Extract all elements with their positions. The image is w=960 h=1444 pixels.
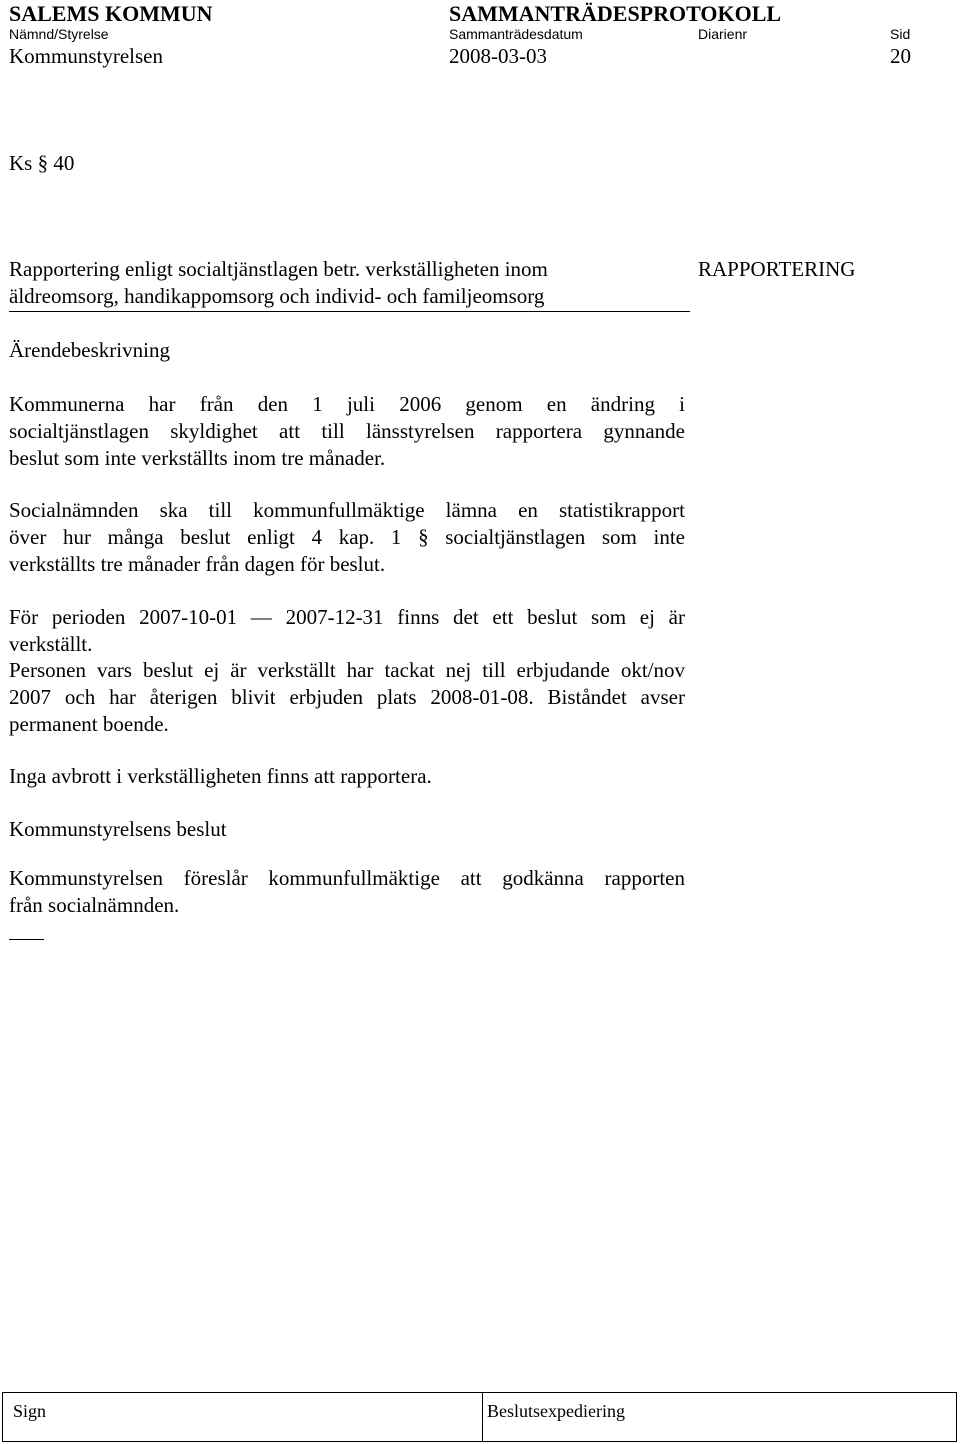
decision-heading: Kommunstyrelsens beslut — [9, 817, 227, 841]
text-line: För perioden 2007-10-01 — 2007-12-31 finns det ett beslut som ej är — [9, 605, 685, 629]
board-label: Nämnd/Styrelse — [9, 26, 109, 42]
end-mark-rule — [9, 939, 44, 940]
date-label: Sammanträdesdatum — [449, 26, 583, 42]
paragraph-number: Ks § 40 — [9, 151, 75, 175]
date-value: 2008-03-03 — [449, 44, 547, 68]
text-line: beslut som inte verkställts inom tre månader. — [9, 446, 386, 470]
text-line: verkställt. — [9, 632, 93, 656]
description-heading: Ärendebeskrivning — [9, 338, 170, 362]
text-line: Kommunstyrelsen föreslår kommunfullmäktige att godkänna rapporten — [9, 866, 685, 890]
text-line: verkställts tre månader från dagen för beslut. — [9, 552, 386, 576]
subject-line-2: äldreomsorg, handikappomsorg och individ- och familjeomsorg — [9, 284, 545, 308]
text-line: 2007 och har återigen blivit erbjuden plats 2008-01-08. Biståndet avser — [9, 685, 685, 709]
dispatch-label: Beslutsexpediering — [487, 1401, 625, 1421]
footer-signature-box — [2, 1392, 957, 1442]
board-value: Kommunstyrelsen — [9, 44, 163, 68]
subject-line-1: Rapportering enligt socialtjänstlagen betr. verkställigheten inom — [9, 257, 548, 281]
text-line: över hur många beslut enligt 4 kap. 1 § socialtjänstlagen som inte — [9, 525, 685, 549]
text-line: Personen vars beslut ej är verkställt har tackat nej till erbjudande okt/nov — [9, 658, 685, 682]
protocol-title: SAMMANTRÄDESPROTOKOLL — [449, 1, 782, 26]
registration-label: Diarienr — [698, 26, 748, 42]
footer-divider — [482, 1393, 483, 1441]
paragraph-no-interruptions: Inga avbrott i verkställigheten finns att rapportera. — [9, 764, 432, 788]
page-number: 20 — [890, 44, 911, 68]
text-line: socialtjänstlagen skyldighet att till länsstyrelsen rapportera gynnande — [9, 419, 685, 443]
page-label: Sid — [890, 26, 911, 42]
text-line: Socialnämnden ska till kommunfullmäktige lämna en statistikrapport — [9, 498, 685, 522]
sign-label: Sign — [13, 1401, 47, 1421]
subject-category: RAPPORTERING — [698, 257, 856, 281]
text-line: permanent boende. — [9, 712, 169, 736]
text-line: Kommunerna har från den 1 juli 2006 genom en ändring i — [9, 392, 685, 416]
municipality-name: SALEMS KOMMUN — [9, 1, 213, 26]
text-line: från socialnämnden. — [9, 893, 180, 917]
subject-underline — [9, 311, 690, 312]
